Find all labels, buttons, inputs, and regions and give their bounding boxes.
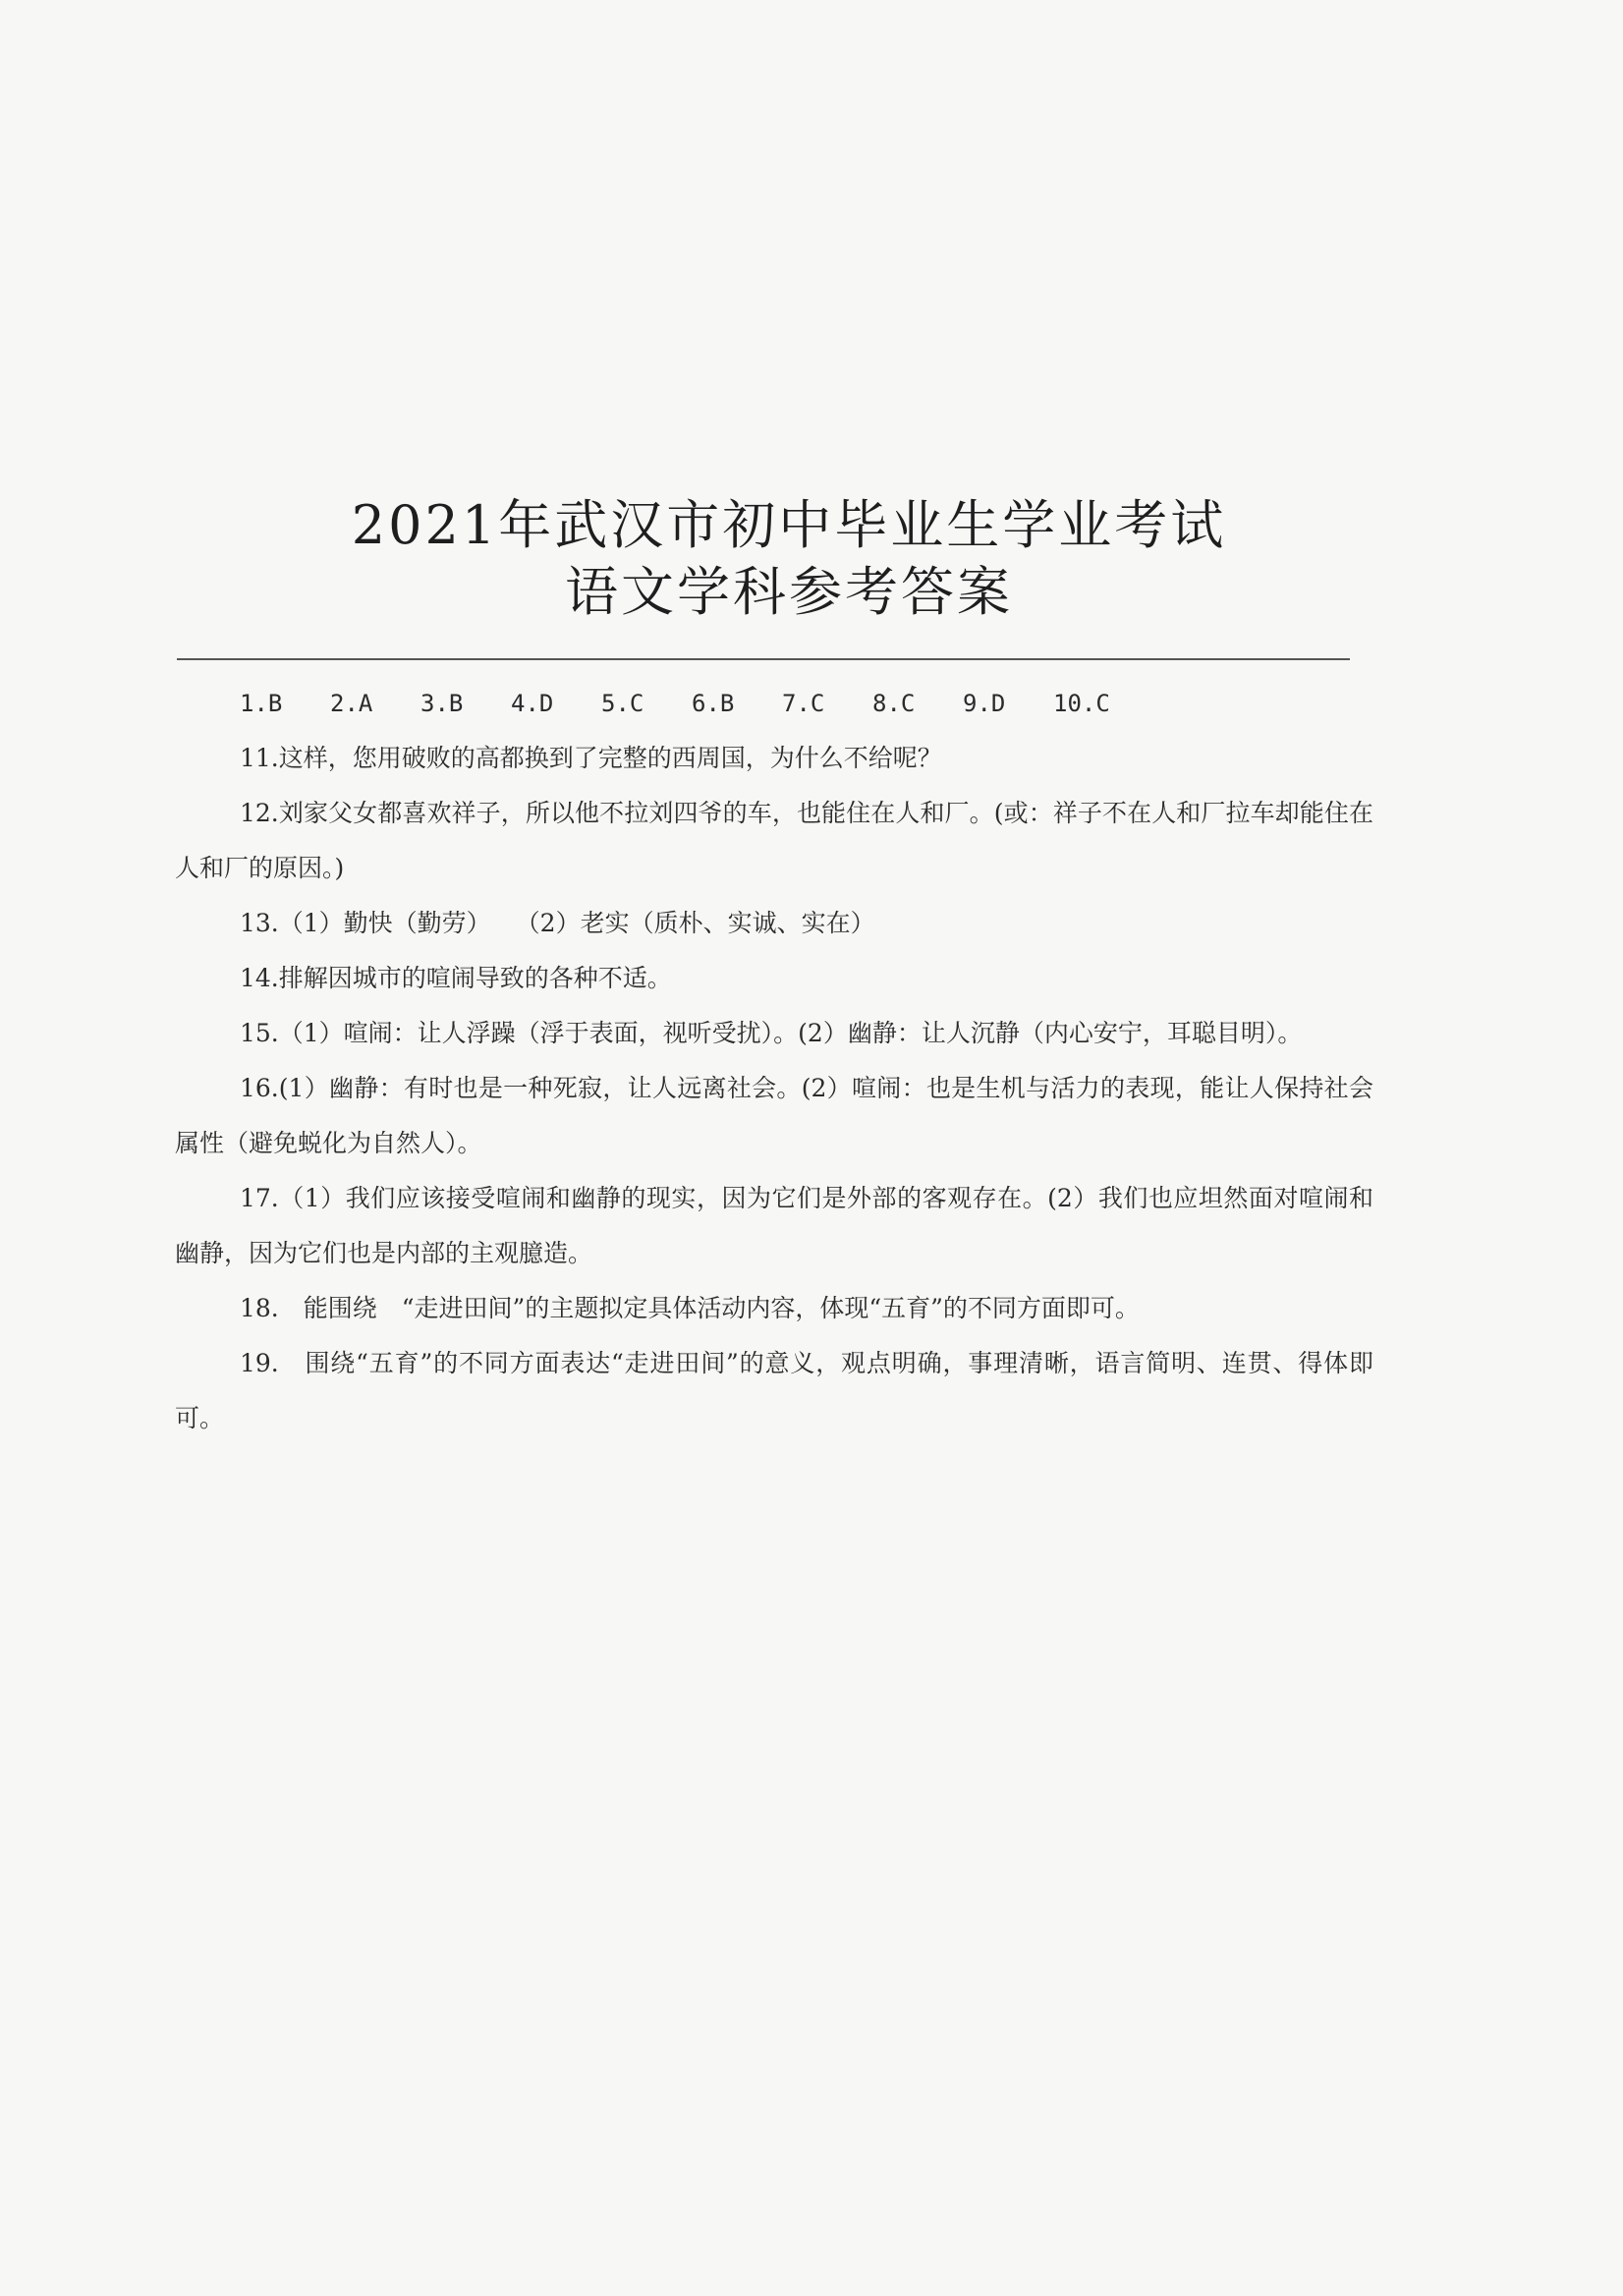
multiple-choice-answers [175,676,1373,731]
answer-q19: 19. 围绕“五育”的不同方面表达“走进田间”的意义，观点明确，事理清晰，语言简明、连贯、得体即可。 [175,1349,1373,1432]
mc-answer: 8.C [872,690,916,717]
title-divider [177,658,1350,660]
mc-answer: 1.B [240,690,283,717]
answer-q12: 12.刘家父女都喜欢祥子，所以他不拉刘四爷的车，也能住在人和厂。(或：祥子不在人和厂拉车却能住在人和厂的原因。) [175,799,1373,882]
mc-answer: 2.A [330,690,373,717]
answer-q17: 17.（1）我们应该接受喧闹和幽静的现实，因为它们是外部的客观存在。(2）我们也应坦然面对喧闹和幽静，因为它们也是内部的主观臆造。 [175,1184,1373,1267]
answer-list [175,676,1373,1446]
mc-answer: 3.B [420,690,464,717]
mc-answer: 6.B [692,690,735,717]
mc-answer: 4.D [511,690,554,717]
mc-answer: 5.C [601,690,644,717]
answer-q15: 15.（1）喧闹：让人浮躁（浮于表面，视听受扰）。(2）幽静：让人沉静（内心安宁，耳聪目明）。 [240,1019,1303,1047]
answer-q13: 13.（1）勤快（勤劳） （2）老实（质朴、实诚、实在） [240,909,875,937]
answer-q18: 18. 能围绕 “走进田间”的主题拟定具体活动内容，体现“五育”的不同方面即可。 [240,1294,1140,1322]
mc-answer: 9.D [963,690,1006,717]
answer-q11: 11.这样，您用破败的高都换到了完整的西周国，为什么不给呢？ [240,744,942,772]
mc-answer: 7.C [782,690,825,717]
page-subtitle: 语文学科参考答案 [565,561,1013,623]
mc-answer: 10.C [1053,690,1110,717]
page-title: 2021年武汉市初中毕业生学业考试 [351,494,1227,556]
answer-q14: 14.排解因城市的喧闹导致的各种不适。 [240,964,672,992]
answer-q16: 16.(1）幽静：有时也是一种死寂，让人远离社会。(2）喧闹：也是生机与活力的表现，能让人保持社会属性（避免蜕化为自然人）。 [175,1074,1373,1157]
